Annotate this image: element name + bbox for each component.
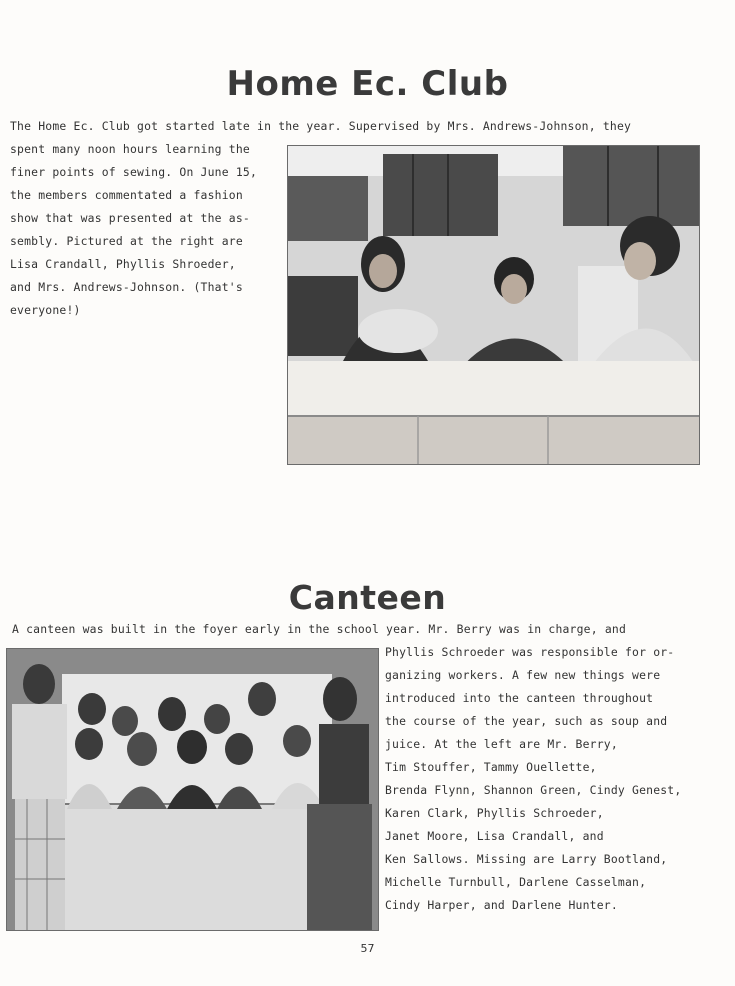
home-ec-text-line: and Mrs. Andrews-Johnson. (That's	[10, 280, 243, 294]
canteen-text-line: Janet Moore, Lisa Crandall, and	[385, 829, 604, 843]
canteen-text-line: Karen Clark, Phyllis Schroeder,	[385, 806, 604, 820]
home-ec-text-line: spent many noon hours learning the	[10, 142, 250, 156]
home-ec-heading: Home Ec. Club	[226, 64, 509, 104]
canteen-text-line: juice. At the left are Mr. Berry,	[385, 737, 618, 751]
canteen-text-line: Brenda Flynn, Shannon Green, Cindy Genest,	[385, 783, 682, 797]
home-ec-text-line: Lisa Crandall, Phyllis Shroeder,	[10, 257, 236, 271]
canteen-text-line: introduced into the canteen throughout	[385, 691, 654, 705]
home-ec-photo	[287, 145, 700, 465]
canteen-text-line: Cindy Harper, and Darlene Hunter.	[385, 898, 618, 912]
canteen-photo	[6, 648, 379, 931]
home-ec-text-line: the members commentated a fashion	[10, 188, 243, 202]
canteen-text-line: the course of the year, such as soup and	[385, 714, 668, 728]
home-ec-text-line: everyone!)	[10, 303, 81, 317]
home-ec-text-line: finer points of sewing. On June 15,	[10, 165, 258, 179]
canteen-heading: Canteen	[288, 578, 447, 617]
canteen-text-line: Phyllis Schroeder was responsible for or-	[385, 645, 675, 659]
page-number: 57	[360, 942, 375, 955]
home-ec-text-line: sembly. Pictured at the right are	[10, 234, 243, 248]
canteen-text-line: A canteen was built in the foyer early in the school year. Mr. Berry was in charge, and	[12, 622, 627, 636]
canteen-text-line: Tim Stouffer, Tammy Ouellette,	[385, 760, 597, 774]
canteen-text-line: ganizing workers. A few new things were	[385, 668, 661, 682]
canteen-text-line: Ken Sallows. Missing are Larry Bootland,	[385, 852, 668, 866]
canteen-text-line: Michelle Turnbull, Darlene Casselman,	[385, 875, 647, 889]
home-ec-text-line: show that was presented at the as-	[10, 211, 250, 225]
home-ec-text-line: The Home Ec. Club got started late in the year. Supervised by Mrs. Andrews-Johnson, they	[10, 119, 632, 133]
